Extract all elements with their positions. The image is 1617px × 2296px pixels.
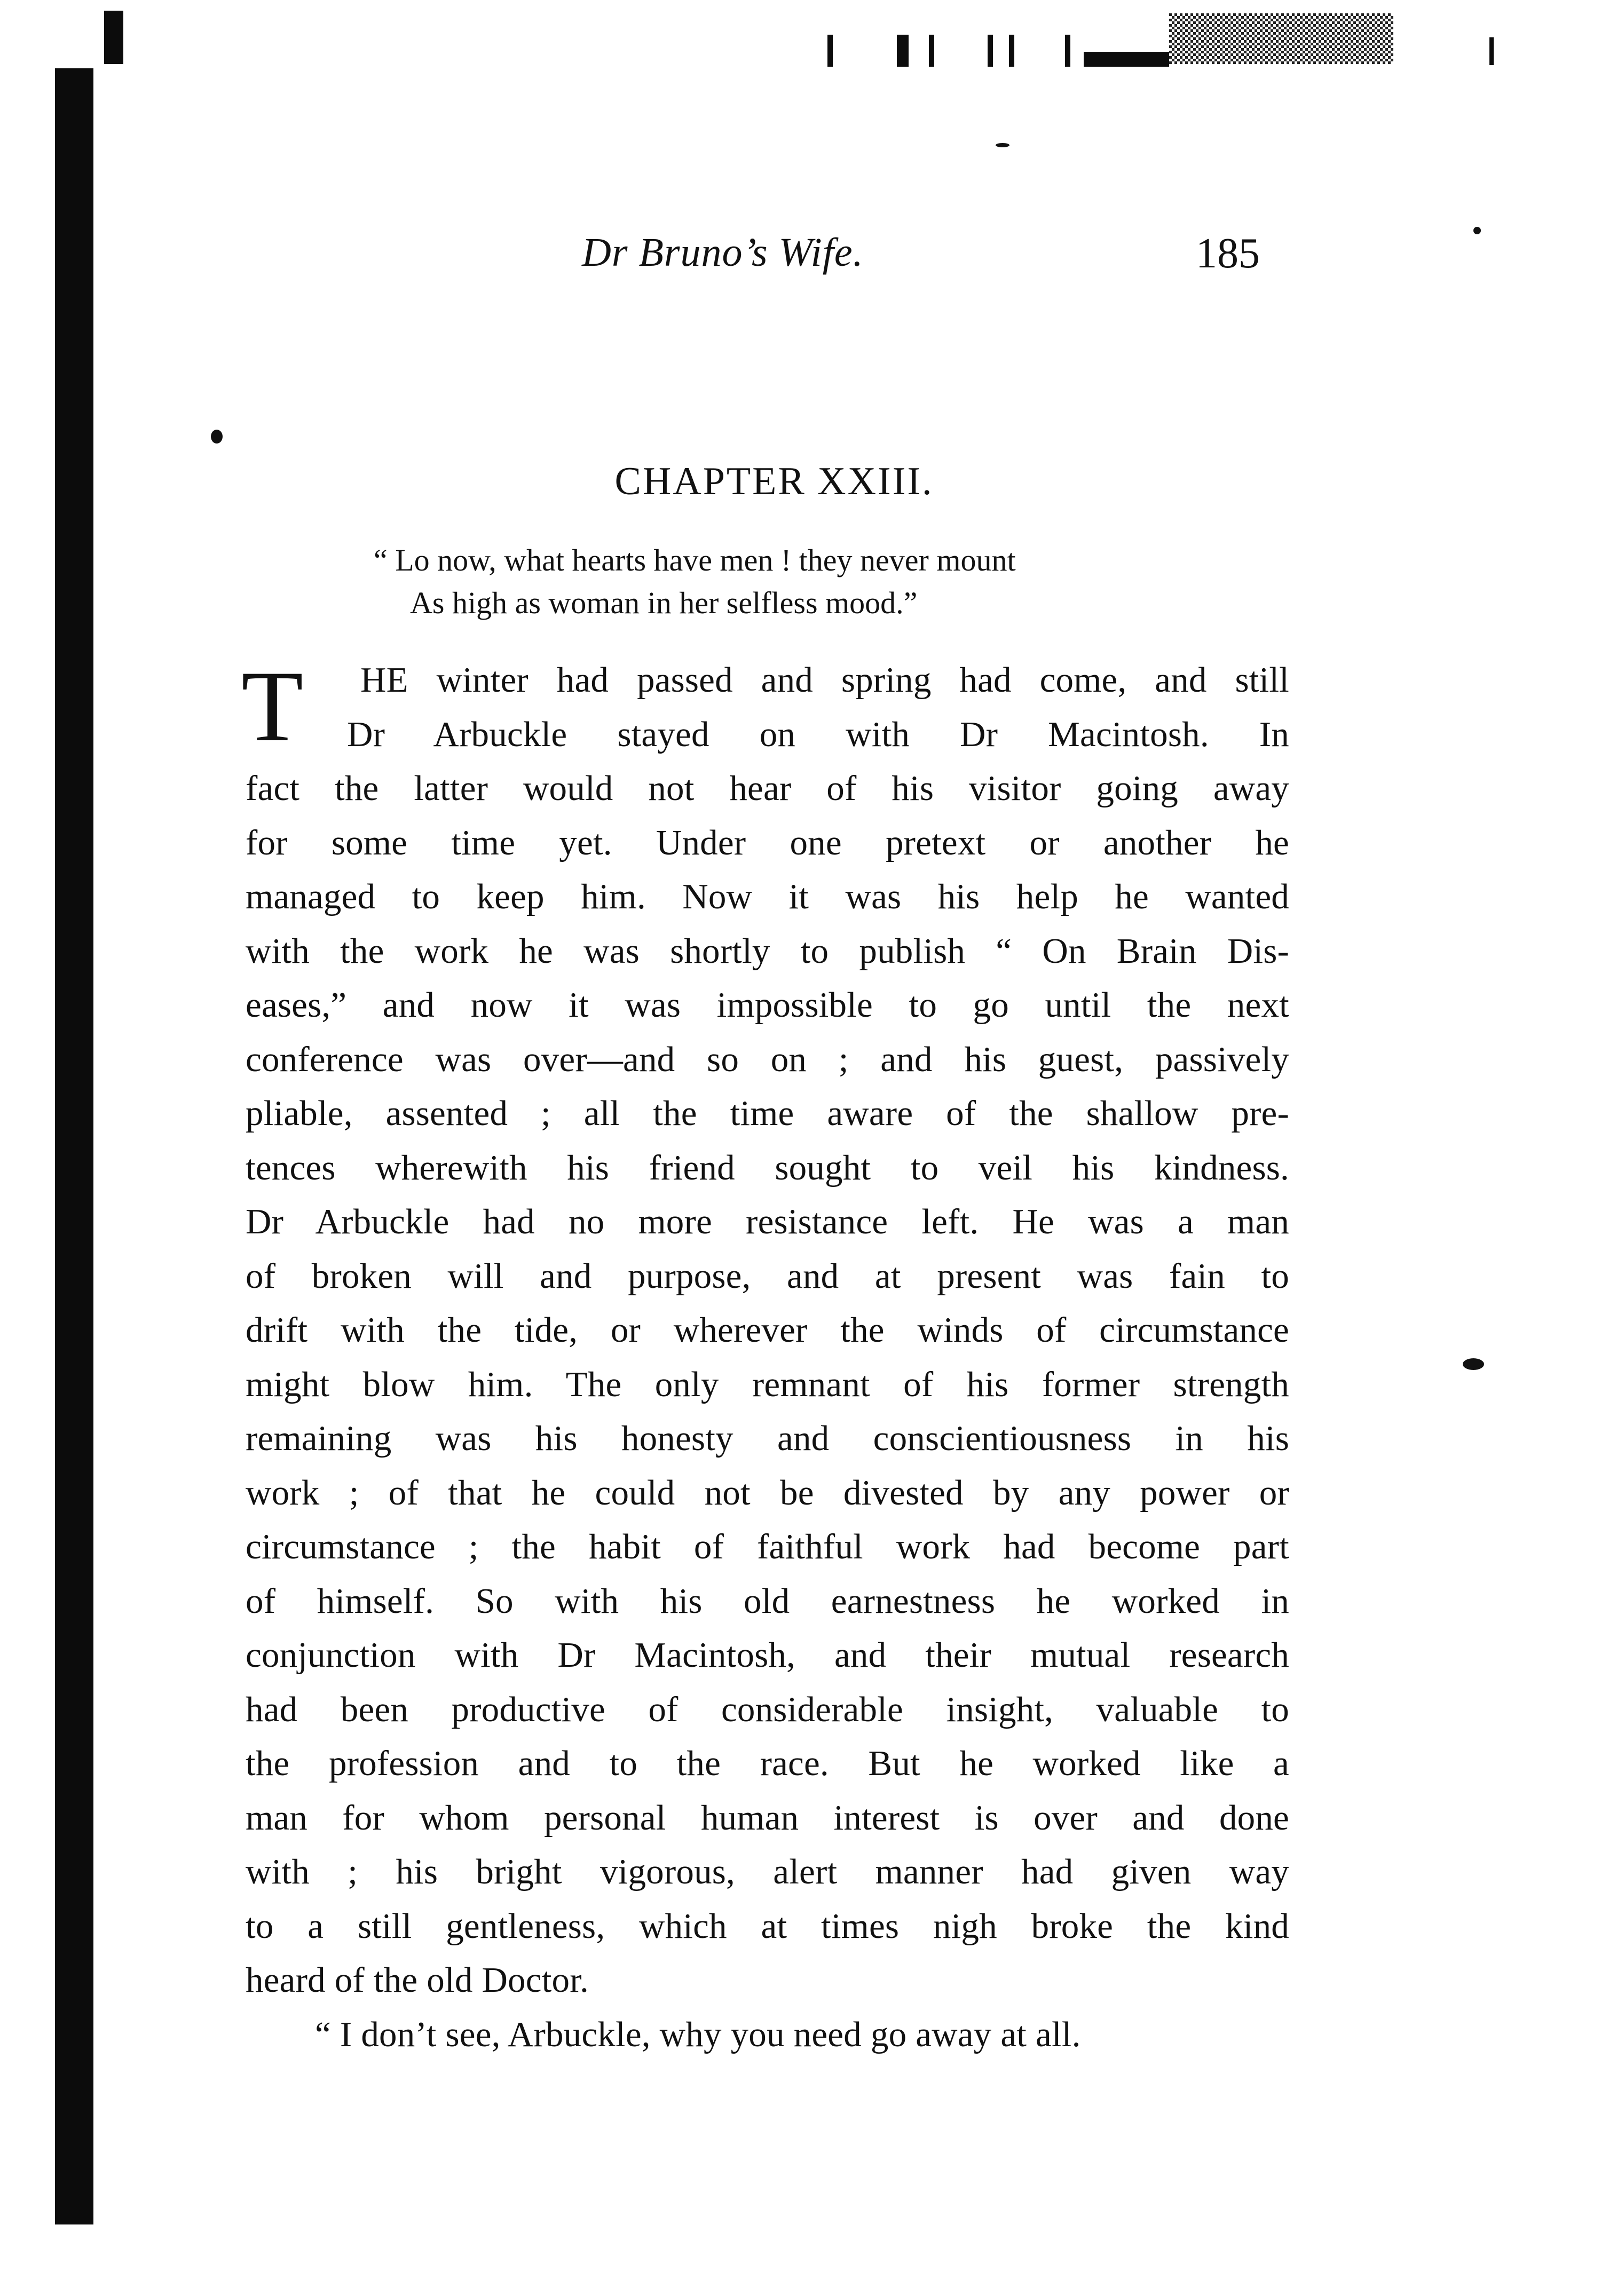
text-line: managed to keep him. Now it was his help he wanted (246, 877, 1289, 916)
text-line-content: HE winter had passed and spring had come, and still (360, 660, 1289, 700)
text-line: to a still gentleness, which at times nigh broke the kind (246, 1906, 1289, 1946)
text-line: man for whom personal human interest is over and done (246, 1798, 1289, 1838)
text-line: conference was over—and so on ; and his guest, passively (246, 1039, 1289, 1079)
text-line: remaining was his honesty and conscientiousness in his (246, 1419, 1289, 1458)
text-line: eases,” and now it was impossible to go until the next (246, 985, 1289, 1025)
right-scan-mark (1489, 37, 1494, 65)
text-line: drift with the tide, or wherever the winds of circumstance (246, 1310, 1289, 1350)
text-line: with ; his bright vigorous, alert manner had given way (246, 1852, 1289, 1891)
text-line: circumstance ; the habit of faithful work had become part (246, 1527, 1289, 1566)
top-scan-marks (827, 13, 1393, 64)
text-line: had been productive of considerable insight, valuable to (246, 1689, 1289, 1729)
text-line: tences wherewith his friend sought to veil his kindness. (246, 1147, 1289, 1187)
text-line: “ I don’t see, Arbuckle, why you need go away at all. (315, 2014, 1081, 2054)
text-line: of himself. So with his old earnestness he worked in (246, 1581, 1289, 1621)
ink-speck (996, 143, 1009, 147)
ink-speck (1473, 227, 1481, 234)
page-number: 185 (1196, 230, 1260, 277)
corner-scan-mark (104, 11, 123, 64)
ink-speck (211, 430, 223, 444)
text-line: with the work he was shortly to publish “ On Brain Dis- (246, 931, 1289, 971)
chapter-body (241, 651, 1289, 2062)
text-line: might blow him. The only remnant of his former strength (246, 1364, 1289, 1404)
epigraph-line: “ Lo now, what hearts have men ! they never mount (374, 543, 1016, 577)
binding-shadow (55, 68, 93, 2224)
text-line: fact the latter would not hear of his visitor going away (246, 769, 1289, 808)
epigraph (374, 539, 1016, 624)
text-line: of broken will and purpose, and at present was fain to (246, 1256, 1289, 1296)
running-title: Dr Bruno’s Wife. (582, 230, 864, 275)
drop-cap: T (241, 651, 304, 763)
text-line: for some time yet. Under one pretext or another he (246, 822, 1289, 862)
text-line: the profession and to the race. But he worked like a (246, 1744, 1289, 1783)
text-line: conjunction with Dr Macintosh, and their mutual research (246, 1635, 1289, 1675)
text-line: Dr Arbuckle had no more resistance left. He was a man (246, 1202, 1289, 1241)
text-line: heard of the old Doctor. (246, 1960, 589, 2000)
text-line: work ; of that he could not be divested by any power or (246, 1472, 1289, 1513)
text-line: Dr Arbuckle stayed on with Dr Macintosh. In (347, 714, 1289, 754)
ink-speck (1463, 1358, 1484, 1370)
epigraph-line: As high as woman in her selfless mood.” (410, 585, 918, 620)
chapter-title: CHAPTER XXIII. (614, 460, 934, 503)
text-line: pliable, assented ; all the time aware of the shallow pre- (246, 1094, 1289, 1133)
